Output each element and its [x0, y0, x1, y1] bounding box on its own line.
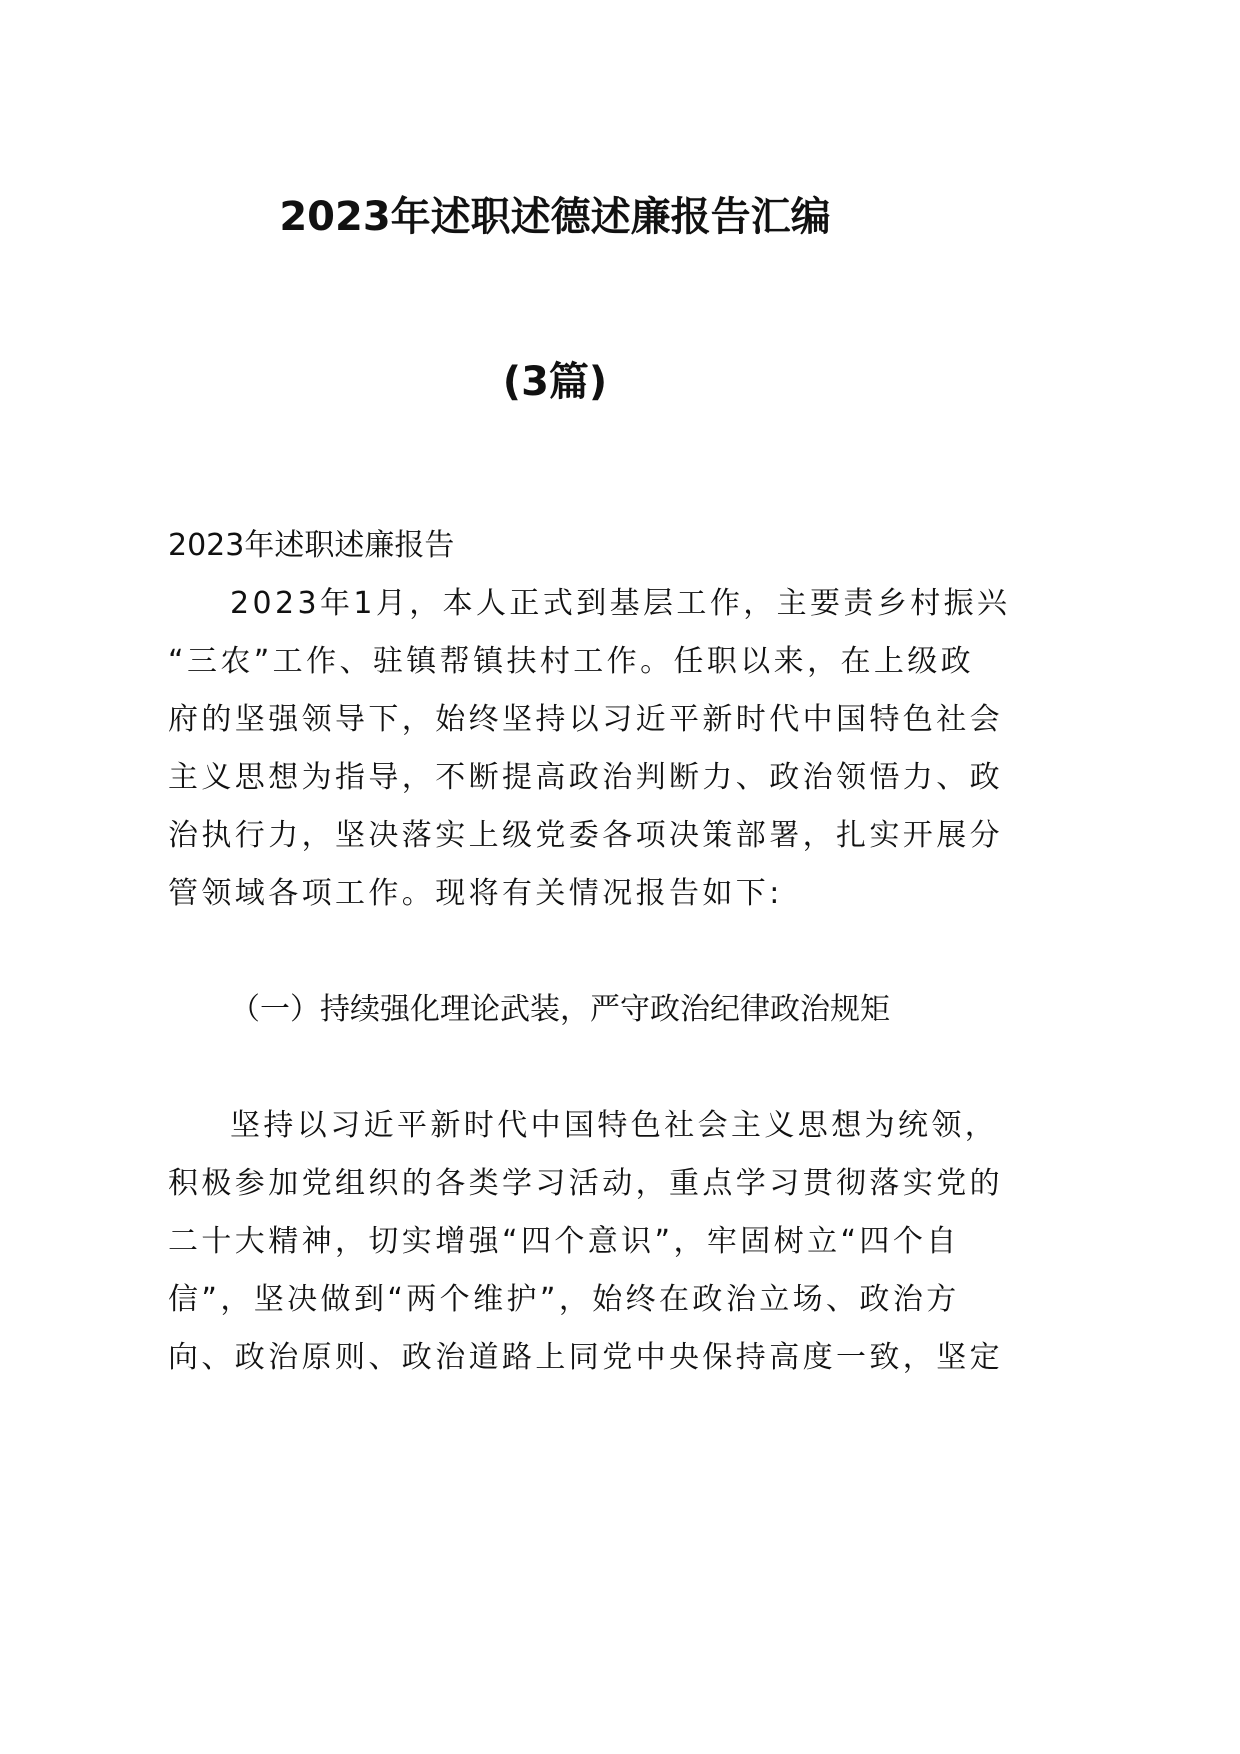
paragraph-line: 积极参加党组织的各类学习活动，重点学习贯彻落实党的: [168, 1166, 1003, 1201]
paragraph-line: 二十大精神，切实增强“四个意识”，牢固树立“四个自: [168, 1224, 960, 1259]
document-title: 2023年述职述德述廉报告汇编: [279, 194, 831, 240]
paragraph-line: 管领域各项工作。现将有关情况报告如下:: [168, 876, 783, 911]
document-subtitle: (3篇): [502, 359, 608, 405]
paragraph-line: 向、政治原则、政治道路上同党中央保持高度一致，坚定: [168, 1340, 1003, 1375]
paragraph-line: 坚持以习近平新时代中国特色社会主义思想为统领，: [230, 1108, 999, 1143]
paragraph-line: 2023年1月，本人正式到基层工作，主要责乡村振兴: [230, 586, 1011, 621]
paragraph-line: 信”，坚决做到“两个维护”，始终在政治立场、政治方: [168, 1282, 960, 1317]
paragraph-line: 治执行力，坚决落实上级党委各项决策部署，扎实开展分: [168, 818, 1003, 853]
section-title: 2023年述职述廉报告: [168, 528, 455, 563]
paragraph-line: 府的坚强领导下，始终坚持以习近平新时代中国特色社会: [168, 702, 1003, 737]
section-heading: （一）持续强化理论武装，严守政治纪律政治规矩: [230, 992, 890, 1027]
paragraph-line: “三农”工作、驻镇帮镇扶村工作。任职以来，在上级政: [168, 644, 975, 679]
paragraph-line: 主义思想为指导，不断提高政治判断力、政治领悟力、政: [168, 760, 1003, 795]
